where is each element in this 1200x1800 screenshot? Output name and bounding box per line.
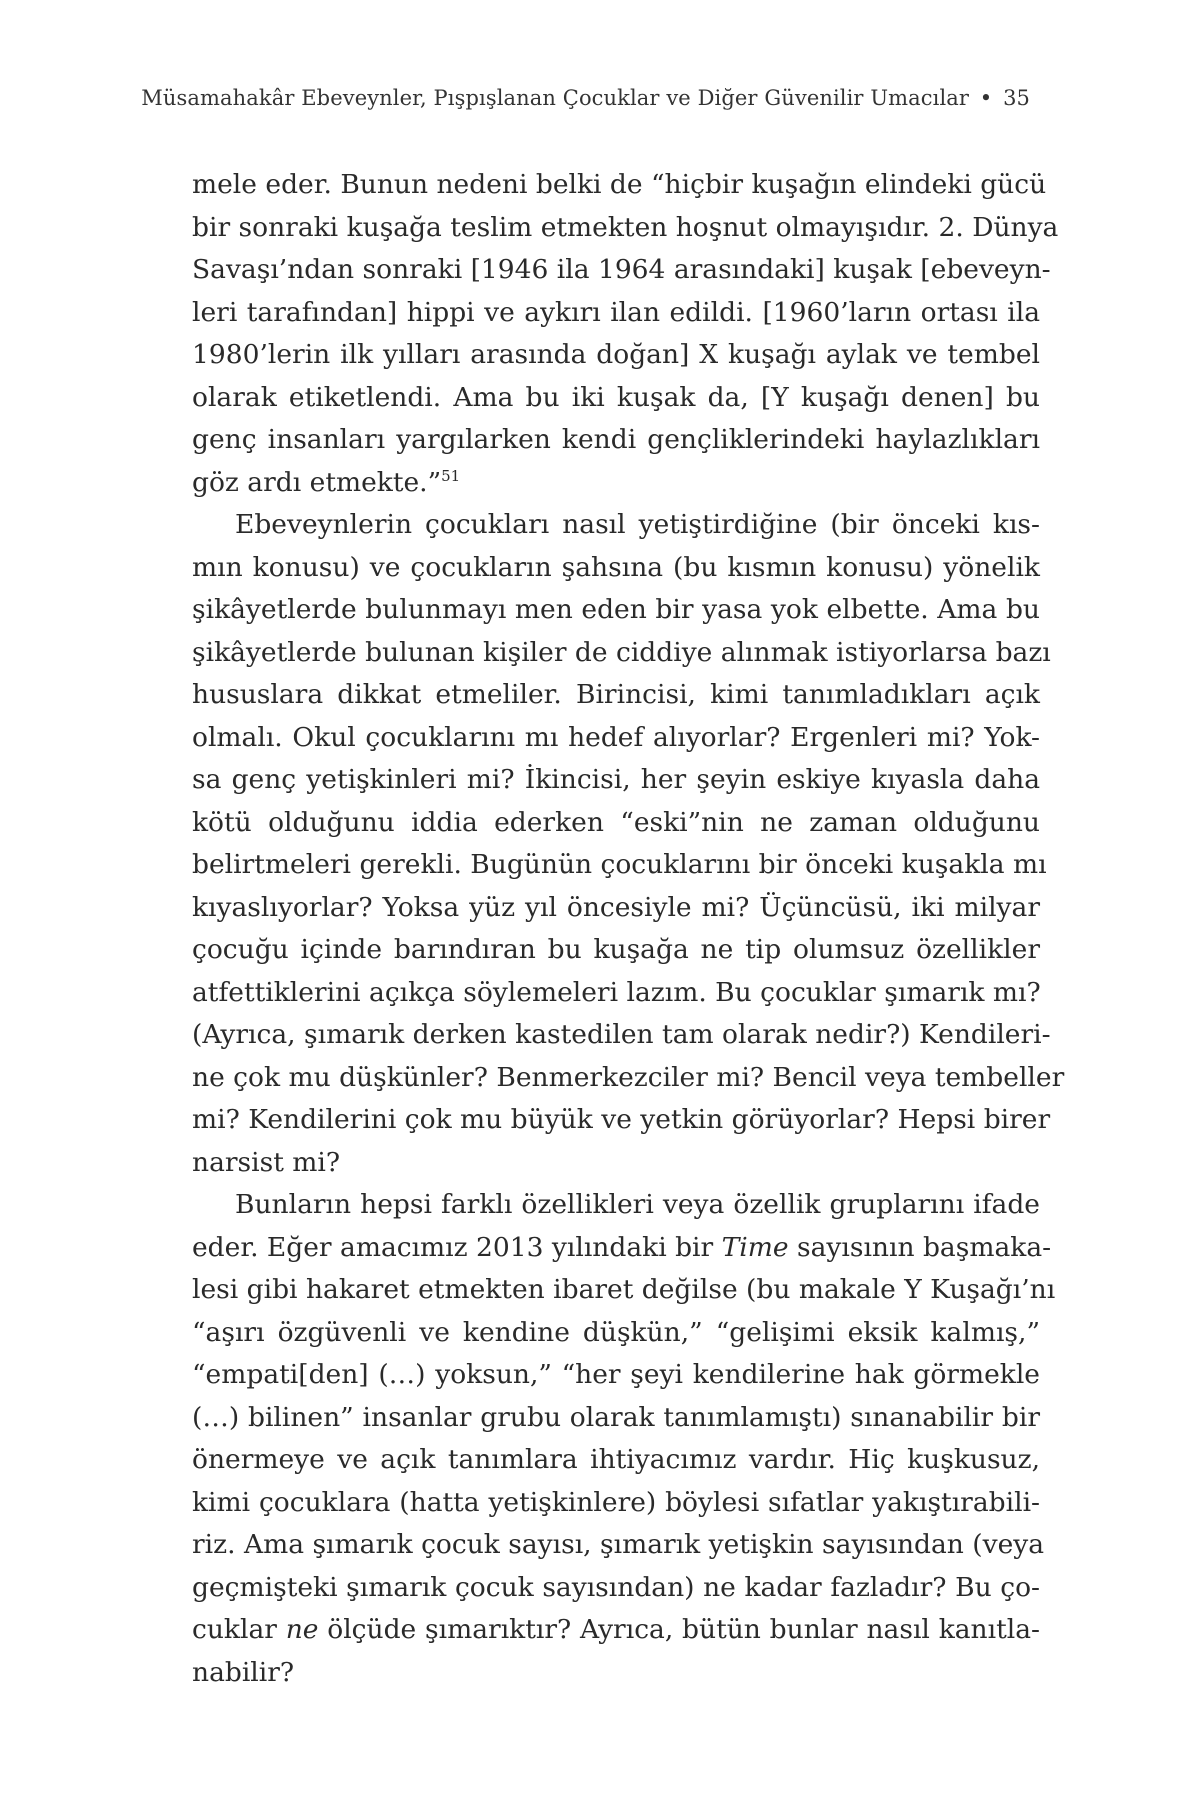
header-bullet: • <box>979 86 993 110</box>
text-line <box>192 1609 1040 1652</box>
text-line: genç insanları yargılarken kendi gençliklerindeki haylazlıkları <box>192 424 1040 455</box>
text-line: önermeye ve açık tanımlara ihtiyacımız vardır. Hiç kuşkusuz, <box>192 1444 1040 1475</box>
text-line: 1980’lerin ilk yılları arasında doğan] X kuşağı aylak ve tembel <box>192 339 1040 370</box>
text-line: sa genç yetişkinleri mi? İkincisi, her şeyin eskiye kıyasla daha <box>192 764 1040 795</box>
text-line: olarak etiketlendi. Ama bu iki kuşak da, [Y kuşağı denen] bu <box>192 381 1040 413</box>
text-line: şikâyetlerde bulunan kişiler de ciddiye alınmak istiyorlarsa bazı <box>192 636 1051 668</box>
text-line: narsist mi? <box>192 1146 341 1178</box>
text-line: (…) bilinen” insanlar grubu olarak tanımlamıştı) sınanabilir bir <box>192 1401 1040 1433</box>
text-line: bir sonraki kuşağa teslim etmekten hoşnut olmayışıdır. 2. Dünya <box>192 211 1059 243</box>
running-header <box>141 86 1030 110</box>
text-fragment: cuklar <box>192 1614 286 1645</box>
body-text <box>192 164 1065 1694</box>
emphasis-word: ne <box>285 1614 319 1645</box>
running-title: Müsamahakâr Ebeveynler, Pışpışlanan Çocuklar ve Diğer Güvenilir Umacılar <box>141 86 970 110</box>
text-fragment: ölçüde şımarıktır? Ayrıca, bütün bunlar nasıl kanıtla- <box>318 1614 1040 1645</box>
text-line: belirtmeleri gerekli. Bugünün çocuklarını bir önceki kuşakla mı <box>192 849 1047 880</box>
text-line: riz. Ama şımarık çocuk sayısı, şımarık yetişkin sayısından (veya <box>192 1529 1045 1560</box>
text-line: geçmişteki şımarık çocuk sayısından) ne kadar fazladır? Bu ço- <box>192 1571 1040 1603</box>
text-line: Ebeveynlerin çocukları nasıl yetiştirdiğine (bir önceki kıs- <box>235 509 1040 540</box>
text-line: “aşırı özgüvenli ve kendine düşkün,” “gelişimi eksik kalmış,” <box>192 1316 1040 1348</box>
text-line: olmalı. Okul çocuklarını mı hedef alıyorlar? Ergenleri mi? Yok- <box>192 721 1040 753</box>
text-line: mele eder. Bunun nedeni belki de “hiçbir kuşağın elindeki gücü <box>192 169 1047 200</box>
text-fragment: sayısının başmaka- <box>788 1231 1052 1263</box>
footnote-ref: 51 <box>441 466 461 485</box>
text-fragment: göz ardı etmekte.” <box>192 466 442 498</box>
text-line: çocuğu içinde barındıran bu kuşağa ne tip olumsuz özellikler <box>192 934 1040 965</box>
text-line: lesi gibi hakaret etmekten ibaret değilse (bu makale Y Kuşağı’nı <box>192 1274 1056 1305</box>
text-line: leri tarafından] hippi ve aykırı ilan edildi. [1960’ların ortası ila <box>192 296 1040 328</box>
text-line: şikâyetlerde bulunmayı men eden bir yasa yok elbette. Ama bu <box>192 594 1040 625</box>
text-line: “empati[den] (…) yoksun,” “her şeyi kendilerine hak görmekle <box>192 1359 1040 1390</box>
page-number: 35 <box>1003 86 1030 110</box>
text-line <box>192 1227 1052 1270</box>
text-line: kıyaslıyorlar? Yoksa yüz yıl öncesiyle mi? Üçüncüsü, iki milyar <box>192 891 1040 923</box>
text-line: nabilir? <box>192 1656 295 1688</box>
text-line: Bunların hepsi farklı özellikleri veya özellik gruplarını ifade <box>235 1189 1040 1220</box>
magazine-title: Time <box>721 1231 789 1263</box>
text-line: atfettiklerini açıkça söylemeleri lazım. Bu çocuklar şımarık mı? <box>192 976 1041 1008</box>
text-line <box>192 462 1040 505</box>
text-line: ne çok mu düşkünler? Benmerkezciler mi? Bencil veya tembeller <box>192 1061 1065 1093</box>
text-line: mi? Kendilerini çok mu büyük ve yetkin görüyorlar? Hepsi birer <box>192 1104 1051 1135</box>
text-line: mın konusu) ve çocukların şahsına (bu kısmın konusu) yönelik <box>192 551 1040 583</box>
text-line: kimi çocuklara (hatta yetişkinlere) böylesi sıfatlar yakıştırabili- <box>192 1486 1040 1518</box>
text-line: Savaşı’ndan sonraki [1946 ila 1964 arasındaki] kuşak [ebeveyn- <box>192 254 1051 285</box>
text-line: (Ayrıca, şımarık derken kastedilen tam olarak nedir?) Kendileri- <box>192 1019 1051 1050</box>
text-fragment: eder. Eğer amacımız 2013 yılındaki bir <box>192 1231 722 1263</box>
text-line: kötü olduğunu iddia ederken “eski”nin ne zaman olduğunu <box>192 806 1040 838</box>
text-line: hususlara dikkat etmeliler. Birincisi, kimi tanımladıkları açık <box>192 679 1040 710</box>
